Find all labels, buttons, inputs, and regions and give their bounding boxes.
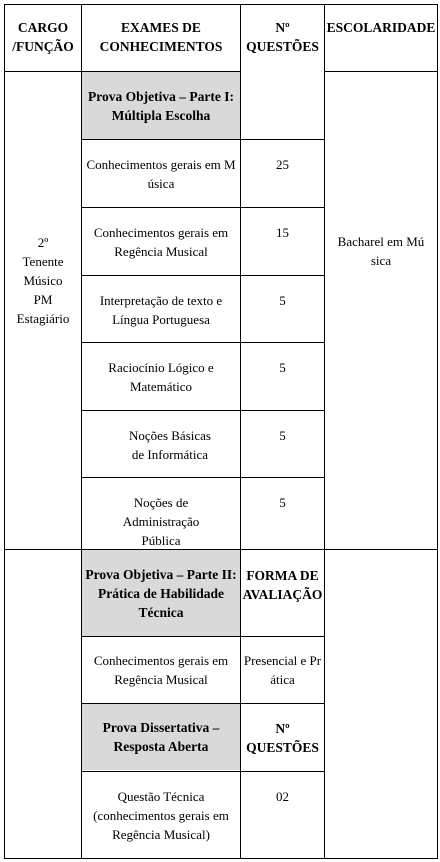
- header-exames: EXAMES DE CONHECIMENTOS: [99, 20, 223, 54]
- part2-header: FORMA DE AVALIAÇÃO: [242, 568, 323, 602]
- count-cell: 5: [279, 495, 286, 510]
- table-border: [4, 858, 438, 859]
- header-escolaridade: ESCOLARIDADE: [326, 20, 436, 35]
- count-cell: 5: [279, 360, 286, 375]
- subject-cell: Conhecimentos gerais em Regência Musical: [93, 225, 229, 259]
- evaluation-cell: Presencial e Pr ática: [243, 653, 322, 687]
- table-border: [81, 410, 325, 411]
- table-border: [4, 549, 438, 550]
- table-border: [4, 4, 438, 5]
- table-border: [4, 4, 5, 859]
- header-questoes: Nº QUESTÕES: [246, 20, 319, 54]
- count-cell: 5: [279, 293, 286, 308]
- escolaridade-cell: Bacharel em Mú sica: [337, 234, 425, 268]
- table-border: [81, 139, 325, 140]
- subject-cell: Interpretação de texto e Língua Portuguesa: [99, 293, 223, 327]
- table-border: [81, 275, 325, 276]
- subject-cell: Raciocínio Lógico e Matemático: [108, 360, 214, 394]
- header-cargo: CARGO /FUNÇÃO: [12, 20, 74, 54]
- table-border: [81, 71, 241, 72]
- subject-cell: Conhecimentos gerais em Regência Musical: [93, 653, 229, 687]
- subject-cell: Noções de Administração Pública: [122, 495, 200, 548]
- table-border: [81, 477, 325, 478]
- count-cell: 5: [279, 428, 286, 443]
- cargo-cell: 2º Tenente Músico PM Estagiário: [16, 235, 70, 326]
- table-border: [81, 342, 325, 343]
- table-border: [240, 4, 241, 859]
- table-border: [81, 636, 325, 637]
- subject-cell: Noções Básicas de Informática: [129, 428, 211, 462]
- table-border: [324, 71, 438, 72]
- table-border: [81, 207, 325, 208]
- table-border: [81, 703, 325, 704]
- table-border: [81, 771, 325, 772]
- table-border: [437, 4, 438, 859]
- subject-cell: Questão Técnica (conhecimentos gerais em Regência Musical): [93, 789, 229, 842]
- count-cell: 02: [276, 789, 289, 804]
- count-cell: 25: [276, 157, 289, 172]
- table-border: [324, 4, 325, 859]
- part1-title: Prova Objetiva – Parte I: Múltipla Escolha: [82, 72, 240, 139]
- table-border: [4, 71, 81, 72]
- count-cell: 15: [276, 225, 289, 240]
- table-border: [81, 4, 82, 859]
- part3-title: Prova Dissertativa – Resposta Aberta: [82, 703, 240, 770]
- subject-cell: Conhecimentos gerais em M úsica: [86, 157, 236, 191]
- part2-title: Prova Objetiva – Parte II: Prática de Habilidade Técnica: [82, 550, 240, 636]
- part3-header: Nº QUESTÕES: [246, 721, 319, 755]
